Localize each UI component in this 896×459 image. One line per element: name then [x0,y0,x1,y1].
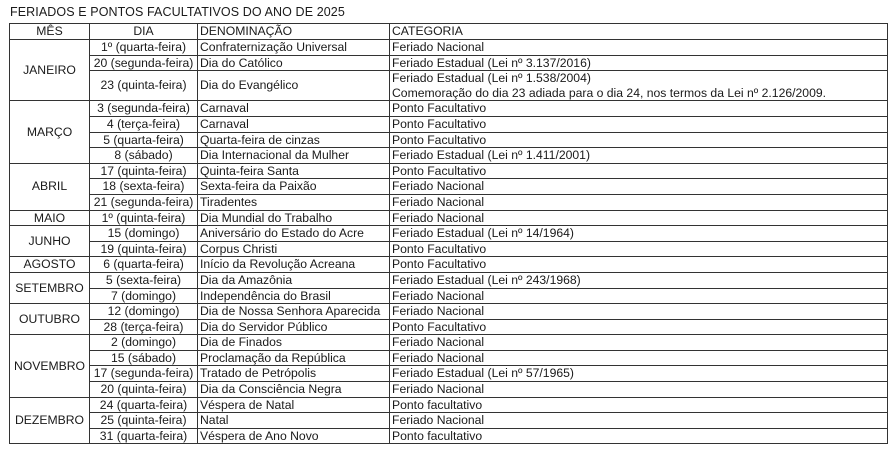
holiday-name-cell: Dia de Finados [198,335,390,351]
category-cell: Feriado Estadual (Lei nº 3.137/2016) [390,55,888,71]
category-cell: Ponto Facultativo [390,116,888,132]
table-row [10,288,888,304]
day-cell: 24 (quarta-feira) [90,397,198,413]
column-header-category: CATEGORIA [390,24,888,40]
category-text: Feriado Estadual (Lei nº 1.538/2004) [392,71,591,86]
month-cell: NOVEMBRO [10,335,90,397]
day-cell: 20 (segunda-feira) [90,55,198,71]
category-cell: Feriado Nacional [390,350,888,366]
day-cell: 20 (quinta-feira) [90,382,198,398]
day-cell: 28 (terça-feira) [90,319,198,335]
holiday-name-cell: Sexta-feira da Paixão [198,179,390,195]
holiday-name-cell: Carnaval [198,101,390,117]
day-cell: 1º (quarta-feira) [90,40,198,56]
table-row [10,40,888,56]
column-header-month: MÊS [10,24,90,40]
document-title: FERIADOS E PONTOS FACULTATIVOS DO ANO DE 2025 [10,5,345,19]
day-cell: 1º (quinta-feira) [90,210,198,226]
month-cell: JANEIRO [10,40,90,101]
holiday-name-cell: Natal [198,413,390,429]
holiday-name-cell: Confraternização Universal [198,40,390,56]
day-cell: 15 (domingo) [90,226,198,242]
table-row [10,194,888,210]
day-cell: 5 (quarta-feira) [90,132,198,148]
column-header-name: DENOMINAÇÃO [198,24,390,40]
table-row [10,257,888,273]
table-header [10,24,888,40]
category-cell: Feriado Estadual (Lei nº 243/1968) [390,272,888,288]
month-cell: AGOSTO [10,257,90,273]
table-row [10,148,888,164]
header-row [10,24,888,40]
table-body [10,40,888,444]
month-cell: MAIO [10,210,90,226]
column-header-day: DIA [90,24,198,40]
day-cell: 23 (quinta-feira) [90,71,198,101]
day-cell: 3 (segunda-feira) [90,101,198,117]
category-cell: Feriado Nacional [390,413,888,429]
day-cell: 7 (domingo) [90,288,198,304]
table-row [10,55,888,71]
holiday-name-cell: Dia de Nossa Senhora Aparecida [198,304,390,320]
table-row [10,272,888,288]
holiday-name-cell: Proclamação da República [198,350,390,366]
holiday-name-cell: Dia da Amazônia [198,272,390,288]
day-cell: 2 (domingo) [90,335,198,351]
day-cell: 5 (sexta-feira) [90,272,198,288]
day-cell: 21 (segunda-feira) [90,194,198,210]
table-row [10,226,888,242]
month-cell: ABRIL [10,163,90,210]
table-row [10,101,888,117]
holiday-name-cell: Aniversário do Estado do Acre [198,226,390,242]
table-row [10,210,888,226]
holiday-name-cell: Dia do Evangélico [198,71,390,101]
holiday-name-cell: Tiradentes [198,194,390,210]
holiday-name-cell: Tratado de Petrópolis [198,366,390,382]
holiday-name-cell: Início da Revolução Acreana [198,257,390,273]
holiday-name-cell: Véspera de Natal [198,397,390,413]
category-cell: Ponto Facultativo [390,132,888,148]
holiday-table [9,23,888,444]
table-row [10,335,888,351]
day-cell: 6 (quarta-feira) [90,257,198,273]
table-row [10,382,888,398]
table-row [10,71,888,101]
holiday-name-cell: Dia Mundial do Trabalho [198,210,390,226]
category-cell: Ponto Facultativo [390,101,888,117]
day-cell: 25 (quinta-feira) [90,413,198,429]
table-row [10,413,888,429]
category-cell: Ponto facultativo [390,397,888,413]
holiday-name-cell: Véspera de Ano Novo [198,428,390,444]
category-note: Comemoração do dia 23 adiada para o dia 24, nos termos da Lei nº 2.126/2009. [392,85,827,100]
table-row [10,366,888,382]
category-cell: Feriado Nacional [390,179,888,195]
day-cell: 12 (domingo) [90,304,198,320]
holiday-name-cell: Quarta-feira de cinzas [198,132,390,148]
table-row [10,397,888,413]
category-cell: Feriado Nacional [390,335,888,351]
category-cell: Feriado Estadual (Lei nº 14/1964) [390,226,888,242]
category-cell: Ponto Facultativo [390,257,888,273]
day-cell: 19 (quinta-feira) [90,241,198,257]
table-row [10,304,888,320]
day-cell: 17 (segunda-feira) [90,366,198,382]
holiday-name-cell: Carnaval [198,116,390,132]
table-row [10,428,888,444]
category-cell: Feriado Nacional [390,304,888,320]
holiday-name-cell: Independência do Brasil [198,288,390,304]
day-cell: 15 (sábado) [90,350,198,366]
category-cell: Ponto Facultativo [390,163,888,179]
category-cell: Ponto facultativo [390,428,888,444]
category-cell: Ponto Facultativo [390,319,888,335]
table-row [10,132,888,148]
category-cell: Feriado Estadual (Lei nº 1.411/2001) [390,148,888,164]
table-row [10,319,888,335]
category-cell: Feriado Nacional [390,288,888,304]
day-cell: 8 (sábado) [90,148,198,164]
month-cell: JUNHO [10,226,90,257]
month-cell: OUTUBRO [10,304,90,335]
category-cell [390,71,888,101]
holiday-name-cell: Quinta-feira Santa [198,163,390,179]
category-cell: Feriado Nacional [390,210,888,226]
month-cell: MARÇO [10,101,90,163]
month-cell: DEZEMBRO [10,397,90,444]
category-cell: Feriado Nacional [390,194,888,210]
category-cell: Feriado Nacional [390,382,888,398]
day-cell: 17 (quinta-feira) [90,163,198,179]
holiday-name-cell: Dia Internacional da Mulher [198,148,390,164]
day-cell: 4 (terça-feira) [90,116,198,132]
holiday-name-cell: Dia da Consciência Negra [198,382,390,398]
table-row [10,350,888,366]
holiday-name-cell: Dia do Servidor Público [198,319,390,335]
table-row [10,179,888,195]
day-cell: 31 (quarta-feira) [90,428,198,444]
table-row [10,241,888,257]
table-row [10,116,888,132]
table-row [10,163,888,179]
category-cell: Feriado Nacional [390,40,888,56]
holiday-name-cell: Dia do Católico [198,55,390,71]
category-cell: Feriado Estadual (Lei nº 57/1965) [390,366,888,382]
category-cell: Ponto Facultativo [390,241,888,257]
holiday-name-cell: Corpus Christi [198,241,390,257]
month-cell: SETEMBRO [10,272,90,303]
day-cell: 18 (sexta-feira) [90,179,198,195]
